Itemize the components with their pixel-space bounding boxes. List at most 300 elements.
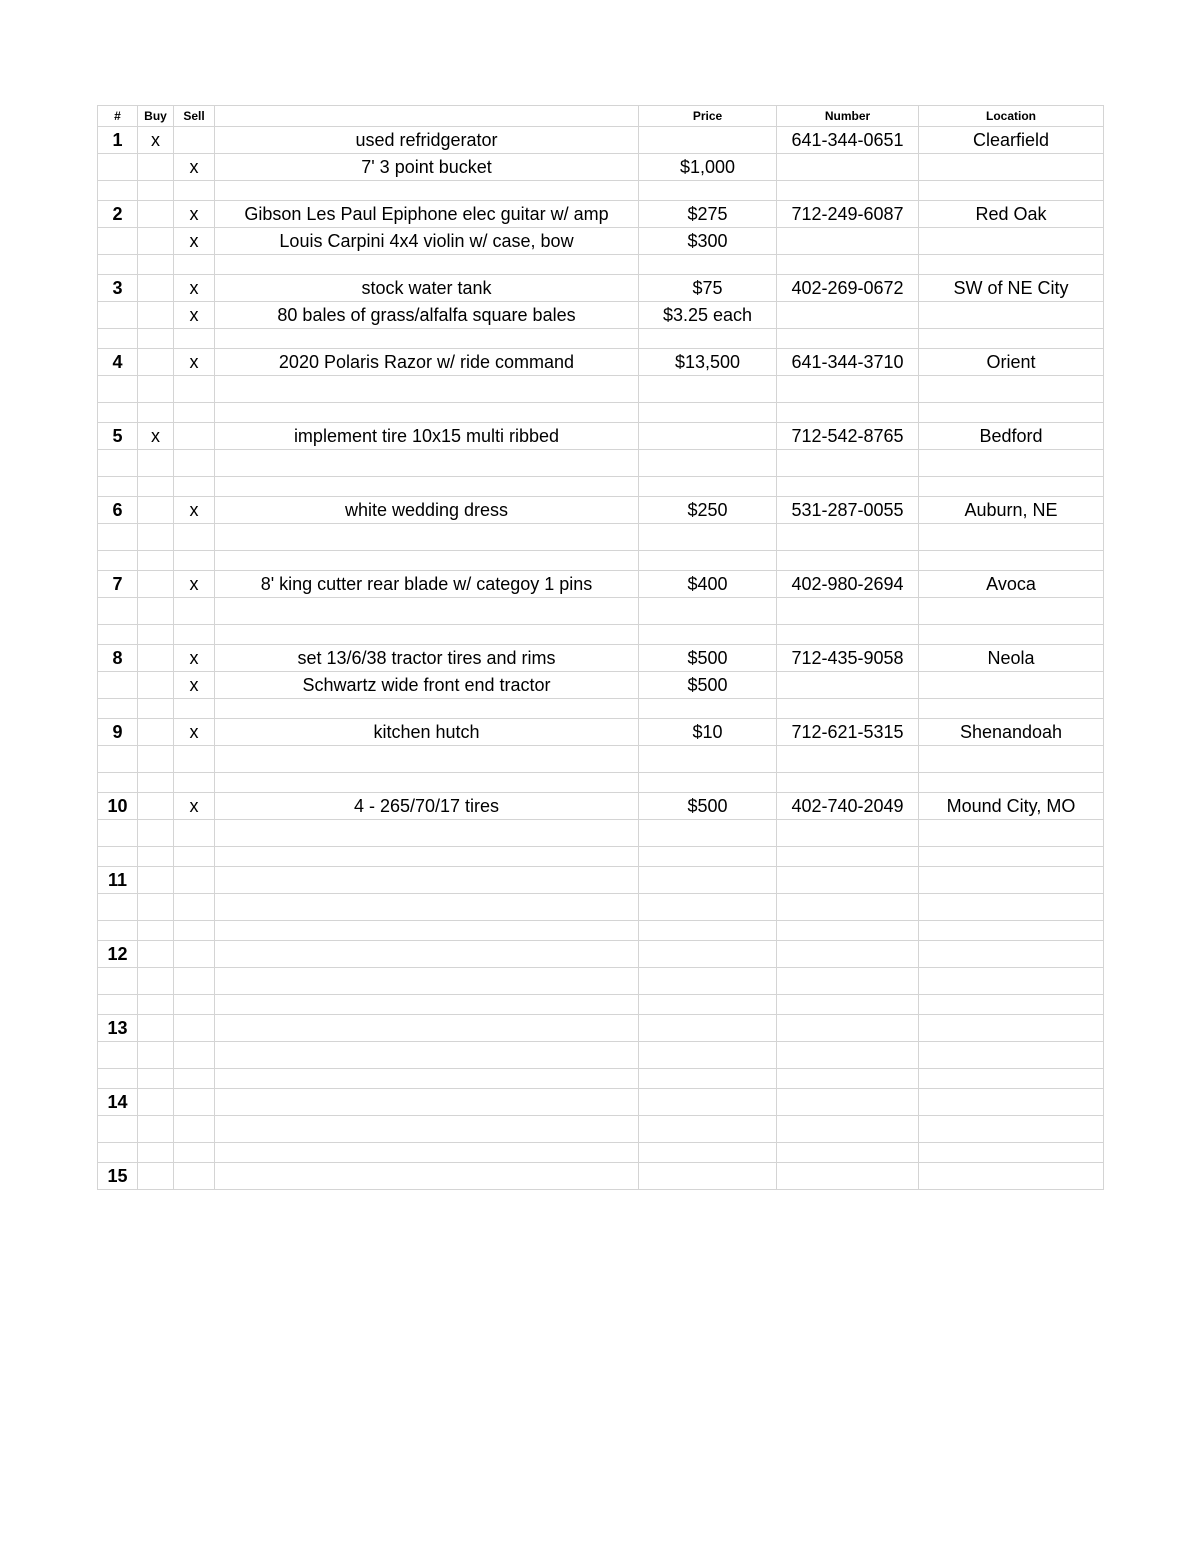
row-number-cell: 12 <box>98 941 138 968</box>
sell-cell: x <box>174 497 215 524</box>
phone-cell <box>777 477 919 497</box>
buy-cell <box>138 773 174 793</box>
location-cell: SW of NE City <box>919 275 1104 302</box>
item-cell: used refridgerator <box>215 127 639 154</box>
item-cell <box>215 1089 639 1116</box>
item-cell <box>215 968 639 995</box>
buy-cell <box>138 995 174 1015</box>
phone-cell <box>777 820 919 847</box>
buy-cell <box>138 349 174 376</box>
phone-cell: 402-740-2049 <box>777 793 919 820</box>
row-number-cell <box>98 1116 138 1143</box>
buy-cell <box>138 376 174 403</box>
price-cell: $400 <box>639 571 777 598</box>
location-cell <box>919 329 1104 349</box>
sell-cell <box>174 1143 215 1163</box>
phone-cell: 712-249-6087 <box>777 201 919 228</box>
row-number-cell: 10 <box>98 793 138 820</box>
buy-cell <box>138 921 174 941</box>
item-cell <box>215 598 639 625</box>
buy-cell <box>138 746 174 773</box>
price-cell: $10 <box>639 719 777 746</box>
location-cell <box>919 699 1104 719</box>
table-row <box>98 127 1104 154</box>
item-cell <box>215 995 639 1015</box>
sell-cell <box>174 376 215 403</box>
buy-cell <box>138 551 174 571</box>
location-cell <box>919 1116 1104 1143</box>
location-cell <box>919 894 1104 921</box>
buy-cell <box>138 1015 174 1042</box>
price-cell <box>639 847 777 867</box>
sell-cell <box>174 847 215 867</box>
table-row <box>98 1163 1104 1190</box>
buy-cell <box>138 275 174 302</box>
table-row <box>98 551 1104 571</box>
table-row <box>98 255 1104 275</box>
buy-cell <box>138 1069 174 1089</box>
table-row <box>98 450 1104 477</box>
price-cell <box>639 1069 777 1089</box>
buy-cell <box>138 403 174 423</box>
item-cell <box>215 820 639 847</box>
buy-cell <box>138 571 174 598</box>
table-row <box>98 847 1104 867</box>
buy-cell <box>138 154 174 181</box>
phone-cell <box>777 968 919 995</box>
price-cell <box>639 1015 777 1042</box>
item-cell <box>215 450 639 477</box>
location-cell <box>919 1089 1104 1116</box>
item-cell <box>215 941 639 968</box>
price-cell <box>639 524 777 551</box>
price-cell <box>639 181 777 201</box>
price-cell: $250 <box>639 497 777 524</box>
sell-cell <box>174 524 215 551</box>
phone-cell <box>777 921 919 941</box>
row-number-cell <box>98 403 138 423</box>
sell-cell <box>174 820 215 847</box>
location-cell <box>919 524 1104 551</box>
location-cell: Clearfield <box>919 127 1104 154</box>
price-cell <box>639 1143 777 1163</box>
buy-cell <box>138 497 174 524</box>
header-phone: Number <box>777 106 919 127</box>
phone-cell <box>777 524 919 551</box>
row-number-cell: 1 <box>98 127 138 154</box>
table-row <box>98 329 1104 349</box>
item-cell: set 13/6/38 tractor tires and rims <box>215 645 639 672</box>
price-cell: $300 <box>639 228 777 255</box>
location-cell: Neola <box>919 645 1104 672</box>
location-cell <box>919 598 1104 625</box>
row-number-cell: 13 <box>98 1015 138 1042</box>
item-cell <box>215 524 639 551</box>
buy-cell <box>138 1042 174 1069</box>
price-cell <box>639 820 777 847</box>
location-cell <box>919 450 1104 477</box>
item-cell: Gibson Les Paul Epiphone elec guitar w/ amp <box>215 201 639 228</box>
location-cell <box>919 820 1104 847</box>
phone-cell <box>777 746 919 773</box>
sell-cell <box>174 551 215 571</box>
row-number-cell <box>98 820 138 847</box>
sell-cell: x <box>174 201 215 228</box>
item-cell: 80 bales of grass/alfalfa square bales <box>215 302 639 329</box>
table-row <box>98 201 1104 228</box>
sell-cell <box>174 894 215 921</box>
table-row <box>98 773 1104 793</box>
price-cell <box>639 941 777 968</box>
price-cell <box>639 1089 777 1116</box>
table-row <box>98 1143 1104 1163</box>
location-cell <box>919 403 1104 423</box>
location-cell <box>919 867 1104 894</box>
location-cell: Bedford <box>919 423 1104 450</box>
location-cell <box>919 672 1104 699</box>
location-cell <box>919 154 1104 181</box>
sell-cell: x <box>174 228 215 255</box>
buy-cell <box>138 645 174 672</box>
row-number-cell: 4 <box>98 349 138 376</box>
phone-cell <box>777 1143 919 1163</box>
header-buy: Buy <box>138 106 174 127</box>
buy-cell <box>138 1116 174 1143</box>
buy-cell <box>138 867 174 894</box>
table-body <box>98 127 1104 1190</box>
location-cell <box>919 551 1104 571</box>
item-cell: implement tire 10x15 multi ribbed <box>215 423 639 450</box>
phone-cell <box>777 255 919 275</box>
price-cell <box>639 773 777 793</box>
phone-cell <box>777 154 919 181</box>
location-cell <box>919 302 1104 329</box>
phone-cell <box>777 894 919 921</box>
buy-cell <box>138 329 174 349</box>
item-cell <box>215 255 639 275</box>
buy-cell <box>138 847 174 867</box>
sell-cell <box>174 867 215 894</box>
row-number-cell <box>98 773 138 793</box>
row-number-cell <box>98 699 138 719</box>
row-number-cell <box>98 1143 138 1163</box>
phone-cell <box>777 450 919 477</box>
item-cell <box>215 1042 639 1069</box>
item-cell <box>215 1143 639 1163</box>
price-cell <box>639 329 777 349</box>
row-number-cell <box>98 524 138 551</box>
sell-cell <box>174 625 215 645</box>
sell-cell: x <box>174 302 215 329</box>
item-cell <box>215 1015 639 1042</box>
item-cell: 2020 Polaris Razor w/ ride command <box>215 349 639 376</box>
header-price: Price <box>639 106 777 127</box>
buy-cell <box>138 1143 174 1163</box>
row-number-cell <box>98 376 138 403</box>
sell-cell <box>174 1089 215 1116</box>
price-cell <box>639 921 777 941</box>
row-number-cell: 6 <box>98 497 138 524</box>
buy-cell <box>138 793 174 820</box>
item-cell: 8' king cutter rear blade w/ categoy 1 pins <box>215 571 639 598</box>
sell-cell <box>174 1069 215 1089</box>
table-row <box>98 302 1104 329</box>
table-row <box>98 699 1104 719</box>
location-cell <box>919 1163 1104 1190</box>
row-number-cell <box>98 746 138 773</box>
location-cell: Orient <box>919 349 1104 376</box>
sell-cell <box>174 423 215 450</box>
price-cell <box>639 894 777 921</box>
table-row <box>98 1089 1104 1116</box>
price-cell <box>639 450 777 477</box>
buy-cell <box>138 672 174 699</box>
table-row <box>98 423 1104 450</box>
item-cell <box>215 773 639 793</box>
sell-cell <box>174 1042 215 1069</box>
table-row <box>98 645 1104 672</box>
location-cell <box>919 995 1104 1015</box>
buy-cell <box>138 968 174 995</box>
table-row <box>98 820 1104 847</box>
price-cell <box>639 1042 777 1069</box>
row-number-cell: 3 <box>98 275 138 302</box>
table-row <box>98 349 1104 376</box>
phone-cell <box>777 551 919 571</box>
sell-cell <box>174 699 215 719</box>
price-cell <box>639 746 777 773</box>
row-number-cell: 15 <box>98 1163 138 1190</box>
item-cell <box>215 921 639 941</box>
sell-cell: x <box>174 672 215 699</box>
phone-cell <box>777 403 919 423</box>
location-cell <box>919 773 1104 793</box>
phone-cell <box>777 773 919 793</box>
buy-cell <box>138 820 174 847</box>
table-row <box>98 921 1104 941</box>
phone-cell <box>777 625 919 645</box>
row-number-cell <box>98 847 138 867</box>
phone-cell <box>777 1089 919 1116</box>
phone-cell <box>777 867 919 894</box>
item-cell: 7' 3 point bucket <box>215 154 639 181</box>
item-cell: Louis Carpini 4x4 violin w/ case, bow <box>215 228 639 255</box>
item-cell: stock water tank <box>215 275 639 302</box>
buy-cell <box>138 477 174 497</box>
table-row <box>98 1042 1104 1069</box>
item-cell: kitchen hutch <box>215 719 639 746</box>
phone-cell <box>777 941 919 968</box>
row-number-cell <box>98 477 138 497</box>
price-cell <box>639 255 777 275</box>
header-row <box>98 106 1104 127</box>
sell-cell <box>174 941 215 968</box>
phone-cell <box>777 1116 919 1143</box>
location-cell: Shenandoah <box>919 719 1104 746</box>
phone-cell: 402-269-0672 <box>777 275 919 302</box>
phone-cell: 712-542-8765 <box>777 423 919 450</box>
table-row <box>98 181 1104 201</box>
table-row <box>98 275 1104 302</box>
location-cell <box>919 376 1104 403</box>
buy-cell <box>138 255 174 275</box>
location-cell <box>919 625 1104 645</box>
item-cell <box>215 376 639 403</box>
sell-cell <box>174 329 215 349</box>
price-cell <box>639 477 777 497</box>
phone-cell <box>777 1015 919 1042</box>
row-number-cell <box>98 255 138 275</box>
row-number-cell <box>98 228 138 255</box>
row-number-cell: 14 <box>98 1089 138 1116</box>
table-row <box>98 672 1104 699</box>
row-number-cell <box>98 450 138 477</box>
sell-cell <box>174 1163 215 1190</box>
location-cell <box>919 477 1104 497</box>
header-number: # <box>98 106 138 127</box>
price-cell <box>639 1116 777 1143</box>
price-cell: $275 <box>639 201 777 228</box>
buy-cell <box>138 524 174 551</box>
row-number-cell <box>98 894 138 921</box>
sell-cell <box>174 477 215 497</box>
sell-cell <box>174 1015 215 1042</box>
item-cell <box>215 1069 639 1089</box>
phone-cell <box>777 228 919 255</box>
item-cell <box>215 329 639 349</box>
item-cell <box>215 847 639 867</box>
price-cell <box>639 403 777 423</box>
buy-cell <box>138 598 174 625</box>
row-number-cell <box>98 1042 138 1069</box>
phone-cell <box>777 302 919 329</box>
sell-cell <box>174 921 215 941</box>
location-cell: Red Oak <box>919 201 1104 228</box>
item-cell <box>215 551 639 571</box>
table-row <box>98 1116 1104 1143</box>
item-cell: 4 - 265/70/17 tires <box>215 793 639 820</box>
row-number-cell <box>98 968 138 995</box>
location-cell <box>919 746 1104 773</box>
price-cell: $75 <box>639 275 777 302</box>
price-cell <box>639 127 777 154</box>
phone-cell <box>777 1069 919 1089</box>
price-cell: $500 <box>639 793 777 820</box>
table-row <box>98 376 1104 403</box>
listings-table <box>97 105 1104 1190</box>
row-number-cell <box>98 302 138 329</box>
row-number-cell <box>98 921 138 941</box>
buy-cell <box>138 201 174 228</box>
phone-cell <box>777 181 919 201</box>
table-row <box>98 477 1104 497</box>
row-number-cell: 11 <box>98 867 138 894</box>
sell-cell <box>174 746 215 773</box>
row-number-cell <box>98 995 138 1015</box>
phone-cell <box>777 376 919 403</box>
phone-cell: 531-287-0055 <box>777 497 919 524</box>
table-row <box>98 598 1104 625</box>
row-number-cell <box>98 181 138 201</box>
price-cell <box>639 551 777 571</box>
sell-cell <box>174 127 215 154</box>
row-number-cell <box>98 329 138 349</box>
phone-cell <box>777 329 919 349</box>
sell-cell: x <box>174 793 215 820</box>
price-cell: $3.25 each <box>639 302 777 329</box>
row-number-cell <box>98 598 138 625</box>
header-location: Location <box>919 106 1104 127</box>
table-row <box>98 941 1104 968</box>
price-cell: $500 <box>639 672 777 699</box>
sell-cell: x <box>174 154 215 181</box>
table-row <box>98 719 1104 746</box>
item-cell <box>215 894 639 921</box>
table-row <box>98 571 1104 598</box>
price-cell: $1,000 <box>639 154 777 181</box>
header-sell: Sell <box>174 106 215 127</box>
table-row <box>98 497 1104 524</box>
table-row <box>98 746 1104 773</box>
phone-cell <box>777 598 919 625</box>
price-cell <box>639 995 777 1015</box>
buy-cell <box>138 1163 174 1190</box>
sell-cell <box>174 995 215 1015</box>
table-row <box>98 995 1104 1015</box>
buy-cell: x <box>138 423 174 450</box>
row-number-cell <box>98 672 138 699</box>
location-cell <box>919 1042 1104 1069</box>
table-row <box>98 1015 1104 1042</box>
buy-cell <box>138 228 174 255</box>
price-cell <box>639 1163 777 1190</box>
location-cell <box>919 181 1104 201</box>
buy-cell <box>138 302 174 329</box>
price-cell <box>639 968 777 995</box>
table-row <box>98 154 1104 181</box>
sell-cell <box>174 1116 215 1143</box>
sell-cell <box>174 181 215 201</box>
item-cell <box>215 746 639 773</box>
item-cell: white wedding dress <box>215 497 639 524</box>
phone-cell: 712-435-9058 <box>777 645 919 672</box>
header-item <box>215 106 639 127</box>
item-cell <box>215 867 639 894</box>
buy-cell <box>138 181 174 201</box>
item-cell <box>215 699 639 719</box>
location-cell <box>919 847 1104 867</box>
location-cell: Mound City, MO <box>919 793 1104 820</box>
table-row <box>98 1069 1104 1089</box>
phone-cell: 641-344-3710 <box>777 349 919 376</box>
row-number-cell: 9 <box>98 719 138 746</box>
item-cell <box>215 181 639 201</box>
phone-cell <box>777 672 919 699</box>
sell-cell: x <box>174 719 215 746</box>
table-row <box>98 793 1104 820</box>
location-cell <box>919 228 1104 255</box>
buy-cell: x <box>138 127 174 154</box>
table-row <box>98 968 1104 995</box>
row-number-cell <box>98 625 138 645</box>
sell-cell <box>174 403 215 423</box>
sell-cell: x <box>174 645 215 672</box>
buy-cell <box>138 699 174 719</box>
price-cell <box>639 423 777 450</box>
price-cell <box>639 699 777 719</box>
location-cell <box>919 255 1104 275</box>
buy-cell <box>138 625 174 645</box>
